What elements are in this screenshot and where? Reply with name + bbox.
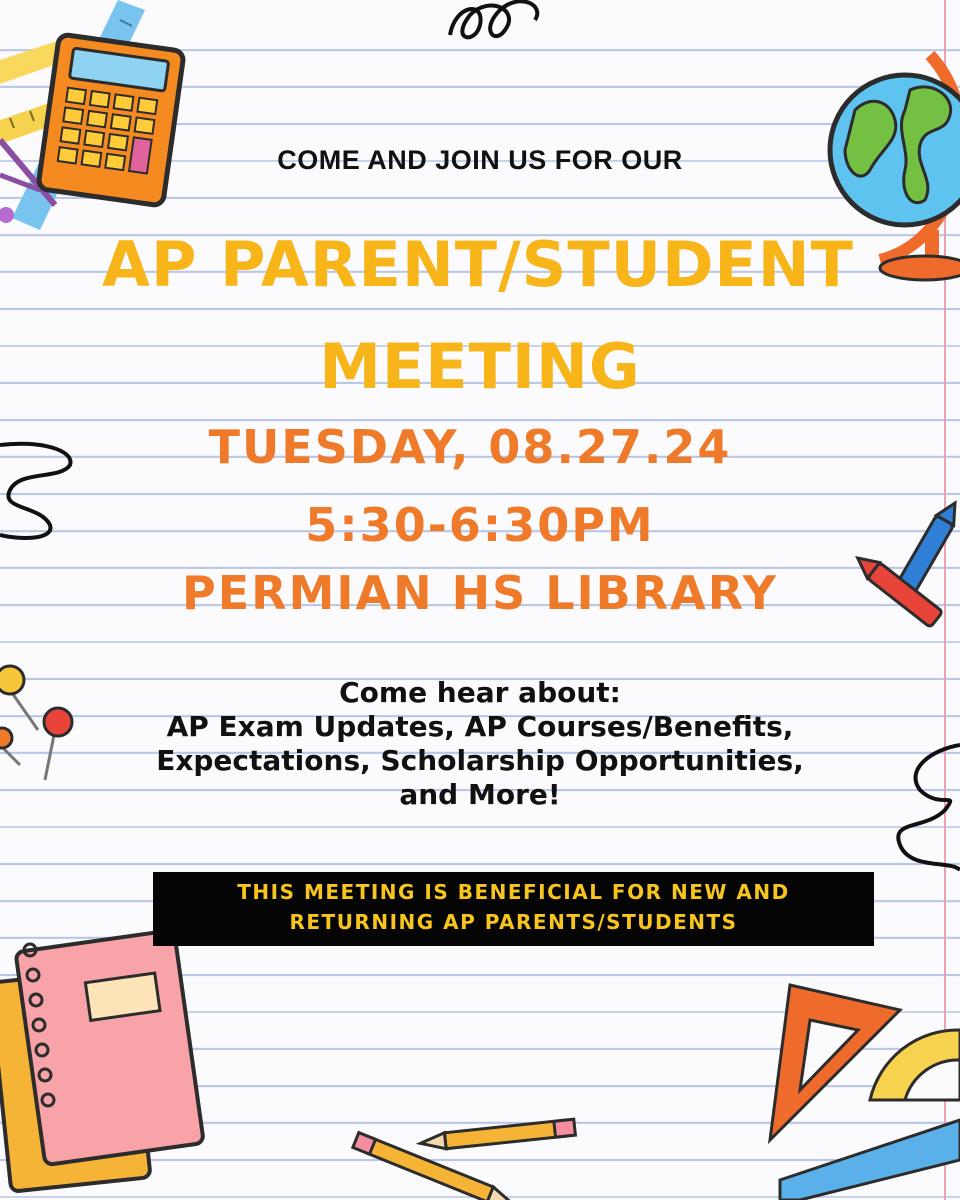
event-time: 5:30-6:30PM: [305, 498, 655, 552]
pencil-icon: [353, 1119, 576, 1200]
info-heading: Come hear about:: [339, 676, 621, 709]
calculator-icon: [38, 34, 184, 206]
info-section: [0, 676, 960, 812]
triangle-ruler-icon: [770, 985, 900, 1140]
banner-line: RETURNING AP PARENTS/STUDENTS: [289, 910, 738, 934]
info-line: AP Exam Updates, AP Courses/Benefits,: [166, 710, 794, 743]
event-title-line2: MEETING: [319, 330, 641, 403]
event-title-line1: AP PARENT/STUDENT: [102, 228, 854, 301]
notebook-icon: [0, 930, 204, 1192]
beneficial-banner: [153, 872, 874, 946]
blue-ruler-bottom-icon: [780, 1120, 960, 1200]
event-date: TUESDAY, 08.27.24: [208, 420, 732, 474]
info-line: and More!: [399, 778, 561, 811]
scribble-icon: [450, 1, 537, 37]
banner-line: THIS MEETING IS BENEFICIAL FOR NEW AND: [237, 880, 790, 904]
event-location: PERMIAN HS LIBRARY: [182, 566, 778, 620]
protractor-icon: [870, 1030, 960, 1100]
info-line: Expectations, Scholarship Opportunities,: [156, 744, 804, 777]
intro-text: COME AND JOIN US FOR OUR: [277, 145, 683, 175]
